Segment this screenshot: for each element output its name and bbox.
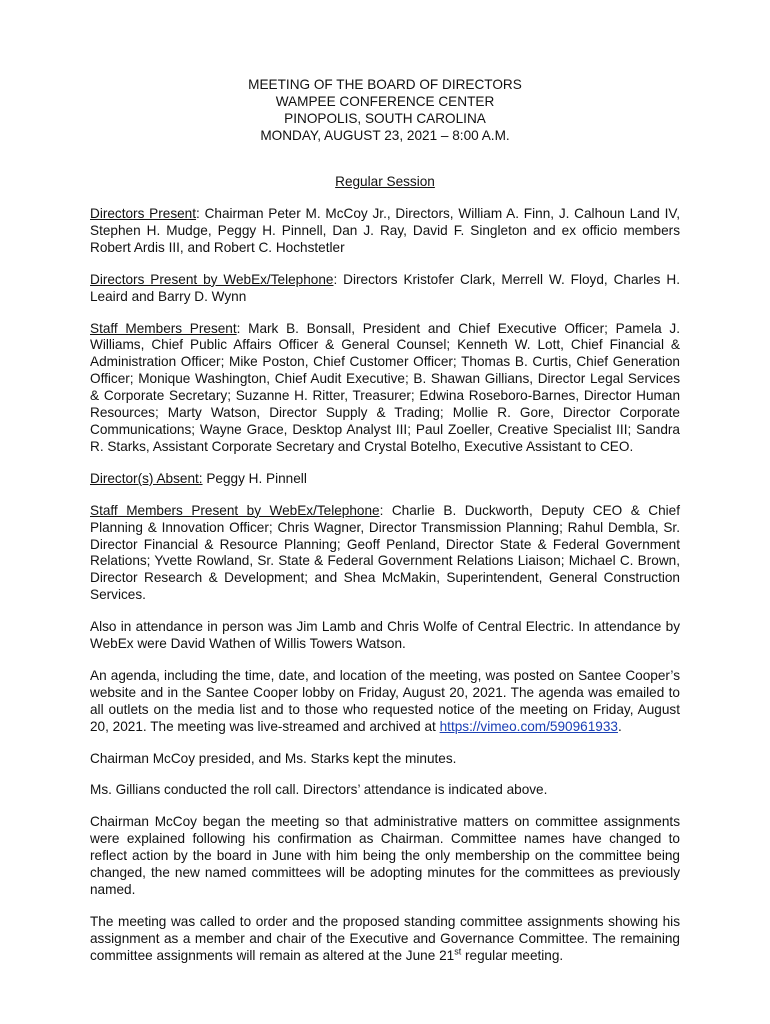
agenda-text: An agenda, including the time, date, and location of the meeting, was posted on Santee Cooper’s website and in the Santee Cooper lobby on Friday, August 20, 2021. The agenda was emailed to all outlets on the media list and to those who requested notice of the meeting on Friday, August 20, 2021. The meeting was live-streamed and archived at [90, 667, 680, 734]
directors-webex-paragraph [90, 272, 680, 306]
staff-present-paragraph [90, 321, 680, 456]
called-order-paragraph [90, 914, 680, 965]
called-order-text: The meeting was called to order and the proposed standing committee assignments showing his assignment as a member and chair of the Executive and Governance Committee. The remaining committee assignments will remain as altered at the June 21 [90, 913, 680, 963]
directors-absent-label: Director(s) Absent: [90, 470, 203, 486]
directors-webex-label: Directors Present by WebEx/Telephone [90, 271, 334, 287]
agenda-paragraph [90, 668, 680, 736]
staff-webex-text: : Charlie B. Duckworth, Deputy CEO & Chief Planning & Innovation Officer; Chris Wagner, Director Transmission Planning; Rahul Dembla, Sr. Director Financial & Resource Planning; Geoff Penland, Director State & Federal Government Relations; Yvette Rowland, Sr. State & Federal Government Relations Liaison; Michael C. Brown, Director Research & Development; and Shea McMakin, Superintendent, General Construction Services. [90, 502, 680, 603]
directors-absent-paragraph [90, 471, 680, 488]
header-line-1: MEETING OF THE BOARD OF DIRECTORS [248, 77, 522, 92]
ordinal-suffix: st [454, 946, 462, 957]
staff-present-label: Staff Members Present [90, 320, 237, 336]
called-order-text-end: regular meeting. [461, 947, 564, 963]
vimeo-archive-link[interactable]: https://vimeo.com/590961933 [439, 718, 618, 734]
header-line-3: PINOPOLIS, SOUTH CAROLINA [284, 111, 486, 126]
also-attendance-paragraph: Also in attendance in person was Jim Lamb and Chris Wolfe of Central Electric. In attendance by WebEx were David Wathen of Willis Towers Watson. [90, 619, 680, 652]
staff-webex-label: Staff Members Present by WebEx/Telephone [90, 502, 380, 518]
directors-present-label: Directors Present [90, 206, 197, 221]
staff-present-text: : Mark B. Bonsall, President and Chief Executive Officer; Pamela J. Williams, Chief Public Affairs Officer & General Counsel; Kenneth W. Lott, Chief Financial & Administration Officer; Mike Poston, Chief Customer Officer; Thomas B. Curtis, Chief Generation Officer; Monique Washington, Chief Audit Executive; B. Shawan Gillians, Director Legal Services & Corporate Secretary; Suzanne H. Ritter, Treasurer; Edwina Roseboro-Barnes, Director Human Resources; Marty Watson, Director Supply & Trading; Mollie R. Gore, Director Corporate Communications; Wayne Grace, Desktop Analyst III; Paul Zoeller, Creative Specialist III; Sandra R. Starks, Assistant Corporate Secretary and Crystal Botelho, Executive Assistant to CEO. [90, 320, 681, 454]
directors-present-paragraph [90, 206, 680, 257]
staff-webex-paragraph [90, 503, 680, 604]
presided-paragraph: Chairman McCoy presided, and Ms. Starks kept the minutes. [90, 750, 457, 766]
minutes-body [90, 206, 680, 965]
header-line-2: WAMPEE CONFERENCE CENTER [275, 94, 495, 109]
began-meeting-paragraph: Chairman McCoy began the meeting so that administrative matters on committee assignments were explained following his confirmation as Chairman. Committee names have changed to reflect action by the board in June with him being the only membership on the committee being changed, the new named committees will be adopting minutes for the committees as previously named. [90, 814, 680, 897]
directors-absent-text: Peggy H. Pinnell [202, 470, 307, 486]
meeting-header [90, 76, 680, 144]
session-title: Regular Session [335, 174, 435, 189]
agenda-text-end: . [617, 718, 622, 734]
header-line-4: MONDAY, AUGUST 23, 2021 – 8:00 A.M. [260, 128, 510, 143]
roll-call-paragraph: Ms. Gillians conducted the roll call. Directors’ attendance is indicated above. [90, 782, 548, 798]
directors-webex-text: : Directors Kristofer Clark, Merrell W. Floyd, Charles H. Leaird and Barry D. Wynn [90, 271, 680, 304]
directors-present-text: : Chairman Peter M. McCoy Jr., Directors, William A. Finn, J. Calhoun Land IV, Stephen H. Mudge, Peggy H. Pinnell, Dan J. Ray, David F. Singleton and ex officio members Robert Ardis III, and Robert C. Hochstetler [90, 206, 680, 255]
